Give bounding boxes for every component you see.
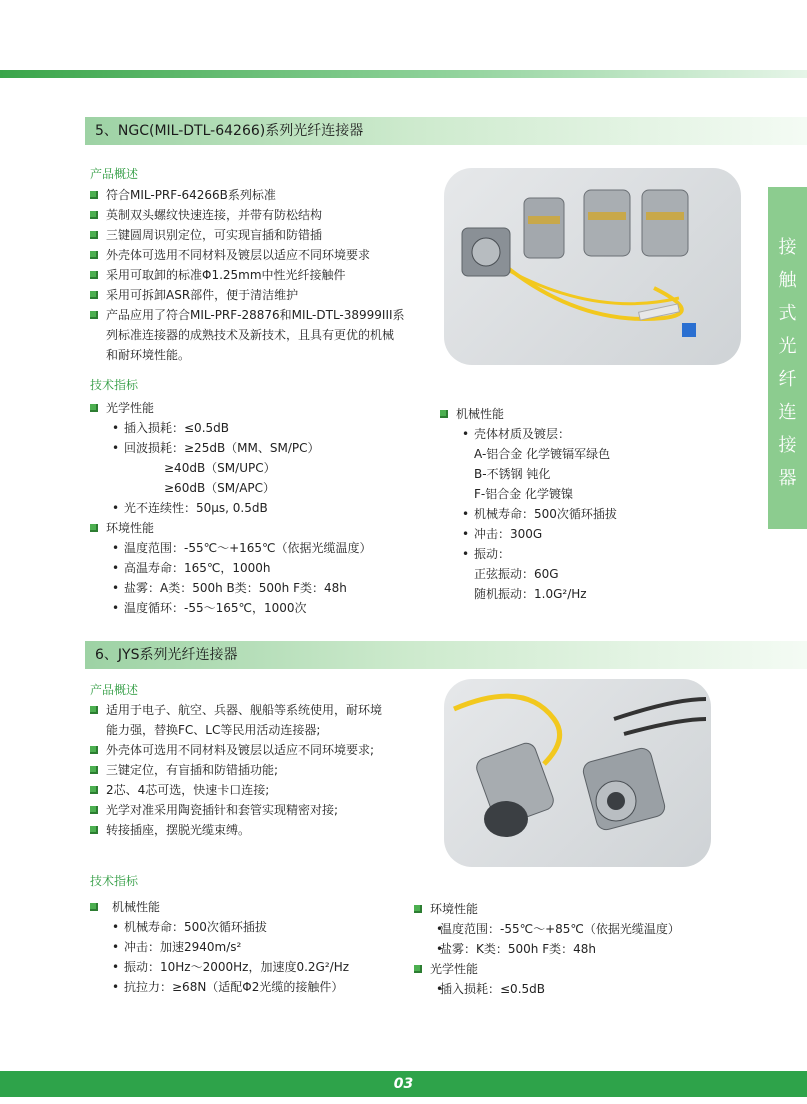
- side-tab-char: 接: [778, 435, 797, 456]
- list-item: 适用于电子、航空、兵器、舰船等系统使用，耐环境: [90, 700, 435, 720]
- spec-item: • 温度范围：-55℃～+165℃（依据光缆温度）: [90, 538, 440, 558]
- spec-item: 正弦振动：60G: [474, 567, 559, 581]
- bullet-square-icon: [90, 826, 98, 834]
- section-6-specs-right: [414, 899, 734, 999]
- spec-heading: 环境性能: [414, 899, 734, 919]
- list-item-continuation: 列标准连接器的成熟技术及新技术，且具有更优的机械: [106, 328, 395, 342]
- spec-item: • 振动：10Hz～2000Hz，加速度0.2G²/Hz: [90, 957, 410, 977]
- spec-item: ≥60dB（SM/APC）: [164, 481, 276, 495]
- section-6-overview-list: [90, 700, 435, 840]
- section-5-specs-right: [440, 404, 750, 604]
- spec-item: • 抗拉力：≥68N（适配Φ2光缆的接触件）: [90, 977, 410, 997]
- list-item: 三键定位，有盲插和防错插功能;: [90, 760, 435, 780]
- list-item: 产品应用了符合MIL-PRF-28876和MIL-DTL-38999III系: [90, 305, 435, 325]
- section-6-tech-label: 技术指标: [90, 874, 139, 888]
- bullet-square-icon: [90, 404, 98, 412]
- list-item: 英制双头螺纹快速连接，并带有防松结构: [90, 205, 435, 225]
- list-item: 符合MIL-PRF-64266B系列标准: [90, 185, 435, 205]
- list-item: 外壳体可选用不同材料及镀层以适应不同环境要求;: [90, 740, 435, 760]
- side-tab-char: 触: [778, 270, 797, 291]
- spec-heading: 机械性能: [440, 404, 750, 424]
- bullet-square-icon: [90, 766, 98, 774]
- spec-item: • 高温寿命：165℃，1000h: [90, 558, 440, 578]
- spec-item: • 机械寿命：500次循环插拔: [440, 504, 750, 524]
- spec-item: • 机械寿命：500次循环插拔: [90, 917, 410, 937]
- section-5-heading: 5、NGC(MIL-DTL-64266)系列光纤连接器: [85, 117, 807, 145]
- spec-item: 随机振动：1.0G²/Hz: [474, 587, 587, 601]
- spec-item: B-不锈钢 钝化: [474, 467, 551, 481]
- bullet-square-icon: [90, 806, 98, 814]
- section-5-overview-list: [90, 185, 435, 365]
- list-item: 2芯、4芯可选，快速卡口连接;: [90, 780, 435, 800]
- spec-item: • 冲击：300G: [440, 524, 750, 544]
- list-item: 光学对准采用陶瓷插针和套管实现精密对接;: [90, 800, 435, 820]
- spec-heading: 机械性能: [90, 897, 410, 917]
- spec-item: • 温度循环：-55～165℃，1000次: [90, 598, 440, 618]
- section-5-specs-left: [90, 398, 440, 618]
- bullet-square-icon: [440, 410, 448, 418]
- spec-item: • 光不连续性：50μs, 0.5dB: [90, 498, 440, 518]
- side-tab-char: 连: [778, 402, 797, 423]
- list-item-continuation: 和耐环境性能。: [106, 348, 191, 362]
- list-item: 外壳体可选用不同材料及镀层以适应不同环境要求: [90, 245, 435, 265]
- section-5-tech-label: 技术指标: [90, 378, 139, 392]
- jys-connector-photo: [444, 679, 711, 867]
- bullet-square-icon: [90, 251, 98, 259]
- section-6-heading: 6、JYS系列光纤连接器: [85, 641, 807, 669]
- section-6-specs-left: [90, 897, 410, 997]
- list-item-continuation: 能力强，替换FC、LC等民用活动连接器;: [106, 723, 321, 737]
- section-5-overview-label: 产品概述: [90, 167, 139, 181]
- spec-item: • 插入损耗：≤0.5dB: [90, 418, 440, 438]
- bullet-square-icon: [90, 706, 98, 714]
- bullet-square-icon: [414, 905, 422, 913]
- list-item: 转接插座，摆脱光缆束缚。: [90, 820, 435, 840]
- spec-item: • 冲击：加速2940m/s²: [90, 937, 410, 957]
- bullet-square-icon: [90, 786, 98, 794]
- list-item: 采用可拆卸ASR部件，便于清洁维护: [90, 285, 435, 305]
- bullet-square-icon: [90, 311, 98, 319]
- spec-item: ≥40dB（SM/UPC）: [164, 461, 276, 475]
- spec-item: • 回波损耗：≥25dB（MM、SM/PC）: [90, 438, 440, 458]
- spec-item: • 壳体材质及镀层：: [440, 424, 750, 444]
- side-tab-char: 器: [778, 468, 797, 489]
- bullet-square-icon: [90, 191, 98, 199]
- side-tab-char: 接: [778, 237, 797, 258]
- spec-item: A-铝合金 化学镀镉军绿色: [474, 447, 611, 461]
- bullet-square-icon: [90, 903, 98, 911]
- side-category-tab: [768, 187, 807, 529]
- page-number: 03: [0, 1071, 807, 1097]
- bullet-square-icon: [90, 291, 98, 299]
- spec-item: • 振动：: [440, 544, 750, 564]
- side-tab-char: 式: [778, 303, 797, 324]
- side-tab-char: 纤: [778, 369, 797, 390]
- spec-item: • 插入损耗：≤0.5dB: [414, 979, 734, 999]
- list-item: 采用可取卸的标准Φ1.25mm中性光纤接触件: [90, 265, 435, 285]
- spec-item: • 盐雾：K类：500h F类：48h: [414, 939, 734, 959]
- side-tab-char: 光: [778, 336, 797, 357]
- spec-heading: 光学性能: [90, 398, 440, 418]
- spec-heading: 光学性能: [414, 959, 734, 979]
- bullet-square-icon: [90, 271, 98, 279]
- bullet-square-icon: [90, 231, 98, 239]
- list-item: 三键圆周识别定位，可实现盲插和防错插: [90, 225, 435, 245]
- ngc-connector-photo: [444, 168, 741, 365]
- spec-item: • 盐雾：A类：500h B类：500h F类：48h: [90, 578, 440, 598]
- section-6-overview-label: 产品概述: [90, 683, 139, 697]
- spec-item: • 温度范围：-55℃～+85℃（依据光缆温度）: [414, 919, 734, 939]
- spec-item: F-铝合金 化学镀镍: [474, 487, 574, 501]
- top-decorative-bar: [0, 70, 807, 78]
- bullet-square-icon: [90, 211, 98, 219]
- spec-heading: 环境性能: [90, 518, 440, 538]
- bullet-square-icon: [90, 746, 98, 754]
- bullet-square-icon: [414, 965, 422, 973]
- bullet-square-icon: [90, 524, 98, 532]
